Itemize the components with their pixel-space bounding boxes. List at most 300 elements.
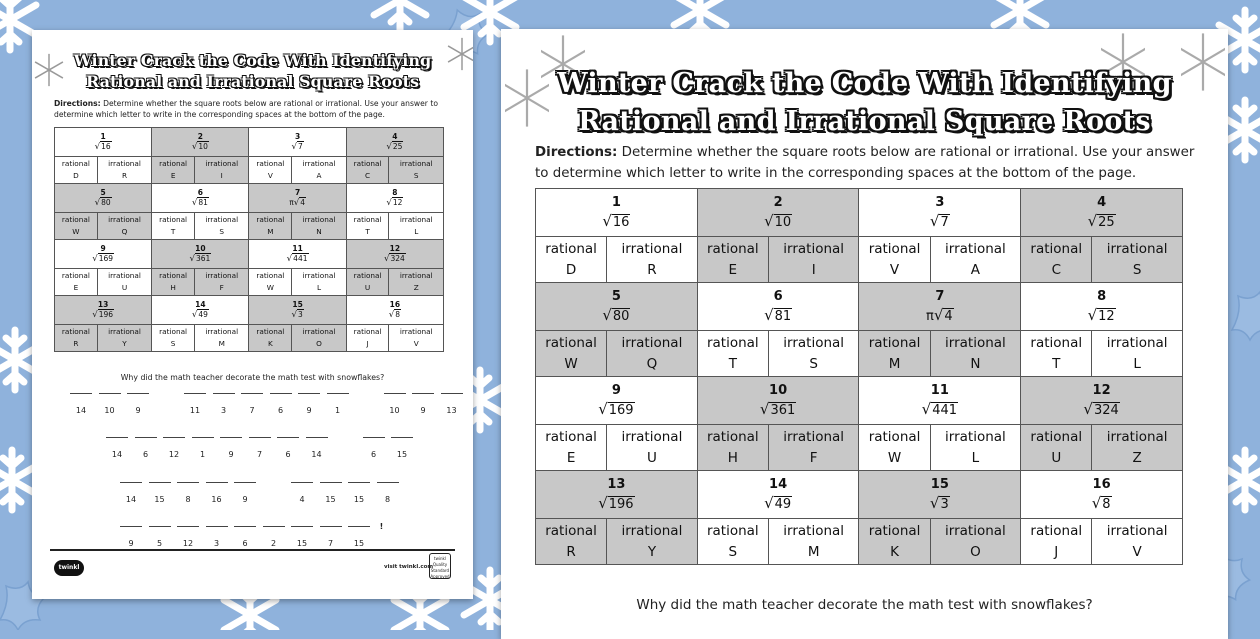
- radicand: 3: [940, 497, 949, 512]
- irrational-option-5: [97, 213, 151, 240]
- irrational-option-8: [389, 213, 444, 240]
- radicand: 80: [101, 198, 111, 207]
- option-label: rational: [1030, 240, 1083, 257]
- square-root: [192, 198, 209, 208]
- option-letter: C: [365, 171, 371, 180]
- square-root: [192, 310, 209, 320]
- radical-sign: √: [94, 198, 101, 208]
- problem-16: [1021, 471, 1183, 519]
- option-letter: W: [887, 449, 902, 466]
- option-letter: D: [565, 261, 577, 278]
- option-label: irrational: [945, 428, 1006, 445]
- option-label: irrational: [945, 522, 1006, 539]
- problem-number: 14: [195, 300, 206, 309]
- answer-blank[interactable]: [291, 482, 313, 504]
- option-letter: W: [266, 283, 274, 292]
- problem-number: 8: [392, 188, 398, 197]
- option-label: irrational: [621, 522, 683, 539]
- option-letter: Z: [413, 283, 419, 292]
- problem-14: [697, 471, 859, 519]
- problem-number: 4: [1097, 195, 1107, 210]
- answer-blank[interactable]: [163, 437, 185, 459]
- square-root: [192, 142, 209, 152]
- radical-sign: √: [94, 142, 101, 152]
- option-label: irrational: [302, 215, 336, 224]
- radical-sign: √: [286, 254, 293, 264]
- problem-1: [536, 189, 698, 237]
- problem-3: [249, 128, 346, 157]
- irrational-option-10: [195, 269, 249, 296]
- answer-blank[interactable]: [206, 526, 228, 548]
- option-letter: N: [970, 355, 981, 372]
- answer-blank[interactable]: [377, 482, 399, 504]
- irrational-option-14: [195, 325, 249, 352]
- answer-key-number: 6: [285, 450, 291, 459]
- rational-option-6: [697, 331, 768, 377]
- option-letter: H: [727, 449, 738, 466]
- rational-option-16: [1021, 519, 1092, 565]
- radical-sign: √: [189, 254, 195, 264]
- answer-blank[interactable]: [320, 482, 342, 504]
- irrational-option-12: [1092, 425, 1183, 471]
- radicand: 10: [774, 215, 792, 230]
- option-letter: O: [970, 543, 981, 560]
- option-label: irrational: [302, 327, 336, 336]
- rational-option-3: [859, 237, 930, 283]
- square-root: [934, 306, 954, 326]
- problem-number: 14: [769, 477, 788, 492]
- problem-number: 11: [292, 244, 303, 253]
- radical-sign: √: [291, 310, 297, 320]
- option-letter: U: [121, 283, 128, 292]
- problem-8: [346, 184, 443, 213]
- option-letter: R: [121, 171, 128, 180]
- radical-sign: √: [1083, 400, 1093, 418]
- answer-key-number: 8: [185, 495, 191, 504]
- rational-option-13: [536, 519, 607, 565]
- answer-key-number: 14: [311, 450, 322, 459]
- option-label: irrational: [205, 327, 239, 336]
- option-letter: J: [1054, 543, 1059, 560]
- option-label: irrational: [1106, 428, 1168, 445]
- answer-blank[interactable]: [192, 437, 214, 459]
- option-letter: S: [219, 227, 225, 236]
- answer-blank[interactable]: [70, 393, 92, 415]
- square-root: [291, 142, 303, 152]
- option-letter: R: [566, 543, 576, 560]
- problem-5: [55, 184, 152, 213]
- radicand: 10: [198, 142, 208, 151]
- problem-3: [859, 189, 1021, 237]
- option-label: irrational: [621, 428, 683, 445]
- irrational-option-9: [607, 425, 698, 471]
- option-letter: H: [170, 283, 176, 292]
- problem-number: 12: [1092, 383, 1111, 398]
- problem-number: 5: [100, 188, 106, 197]
- answer-key-number: 7: [327, 539, 334, 548]
- answer-blank[interactable]: [149, 526, 171, 548]
- problem-2: [152, 128, 249, 157]
- answer-blank[interactable]: [213, 393, 235, 415]
- option-letter: U: [647, 449, 657, 466]
- radicand: 441: [932, 403, 958, 418]
- answer-blank[interactable]: [363, 437, 385, 459]
- option-label: rational: [353, 271, 382, 280]
- answer-blank[interactable]: [120, 482, 142, 504]
- answer-key-number: 14: [111, 450, 123, 459]
- option-letter: C: [1051, 261, 1061, 278]
- option-label: rational: [545, 334, 597, 351]
- answer-blank[interactable]: [135, 437, 157, 459]
- option-label: rational: [159, 327, 188, 336]
- option-label: irrational: [108, 215, 141, 224]
- radicand: 196: [98, 310, 114, 319]
- option-letter: I: [811, 261, 816, 278]
- answer-blank[interactable]: [106, 437, 128, 459]
- rational-option-7: [249, 213, 292, 240]
- option-label: rational: [353, 215, 382, 224]
- irrational-option-1: [97, 157, 151, 184]
- radical-sign: √: [1087, 306, 1098, 324]
- radicand: 441: [293, 254, 308, 263]
- answer-blank[interactable]: [327, 393, 349, 415]
- rational-option-3: [249, 157, 292, 184]
- option-letter: D: [73, 171, 79, 180]
- answer-blank[interactable]: [348, 482, 370, 504]
- rational-option-15: [249, 325, 292, 352]
- square-root: [598, 400, 634, 420]
- option-letter: T: [728, 355, 737, 372]
- square-root: [95, 198, 112, 208]
- radicand: 196: [608, 497, 634, 512]
- option-label: rational: [545, 522, 597, 539]
- option-label: rational: [353, 159, 382, 168]
- rational-option-1: [55, 157, 98, 184]
- option-letter: Y: [122, 339, 127, 348]
- answer-blank[interactable]: [270, 393, 292, 415]
- option-letter: L: [414, 227, 419, 236]
- option-label: rational: [61, 159, 90, 168]
- option-letter: S: [170, 339, 176, 348]
- rational-option-11: [859, 425, 930, 471]
- radicand: 169: [608, 403, 634, 418]
- answer-blank[interactable]: [184, 393, 206, 415]
- option-letter: S: [413, 171, 419, 180]
- option-letter: U: [364, 283, 371, 292]
- option-label: irrational: [108, 159, 141, 168]
- radical-sign: √: [602, 212, 612, 230]
- irrational-option-7: [292, 213, 346, 240]
- answer-key-number: 9: [306, 406, 312, 415]
- option-label: rational: [159, 159, 188, 168]
- option-label: irrational: [399, 215, 433, 224]
- irrational-option-2: [768, 237, 859, 283]
- problem-number: 2: [197, 132, 203, 141]
- rational-option-8: [1021, 331, 1092, 377]
- problem-number: 3: [935, 195, 945, 210]
- option-letter: V: [1132, 543, 1142, 560]
- problem-grid: [54, 127, 444, 352]
- radical-sign: √: [191, 310, 198, 320]
- option-letter: Q: [121, 227, 128, 236]
- answer-key-number: 1: [199, 450, 206, 459]
- answer-blank[interactable]: [177, 482, 199, 504]
- option-letter: M: [218, 339, 225, 348]
- rational-option-10: [152, 269, 195, 296]
- answer-key-number: 10: [389, 406, 400, 415]
- problem-number: 16: [389, 300, 401, 309]
- answer-key-number: 16: [211, 495, 222, 504]
- option-label: rational: [61, 327, 90, 336]
- option-label: rational: [1030, 522, 1083, 539]
- radical-sign: √: [598, 400, 608, 418]
- radical-sign: √: [921, 400, 932, 418]
- irrational-option-3: [930, 237, 1021, 283]
- answer-blank[interactable]: [120, 526, 142, 548]
- irrational-option-11: [292, 269, 346, 296]
- rational-option-5: [536, 331, 607, 377]
- option-label: rational: [706, 240, 759, 257]
- radicand: 80: [612, 309, 630, 324]
- answer-key-number: 6: [277, 406, 284, 415]
- quality-badge: twinkl Quality Standard Approved: [429, 553, 451, 579]
- radicand: 8: [1102, 497, 1111, 512]
- problem-number: 1: [611, 195, 621, 210]
- option-label: irrational: [302, 159, 336, 168]
- square-root: [764, 306, 792, 326]
- option-letter: Q: [646, 355, 658, 372]
- problem-number: 1: [100, 132, 106, 141]
- irrational-option-8: [1092, 331, 1183, 377]
- option-letter: R: [73, 339, 79, 348]
- answer-key-number: 5: [156, 539, 163, 548]
- answer-blank[interactable]: [127, 393, 149, 415]
- answer-key-number: 9: [135, 406, 141, 415]
- worksheet-title: Winter Crack the Code With Identifying Rational and Irrational Square Roots: [557, 68, 1172, 137]
- radical-sign: √: [388, 310, 395, 320]
- radical-sign: √: [92, 310, 98, 320]
- option-letter: L: [316, 283, 322, 292]
- answer-key-number: 10: [104, 406, 115, 415]
- square-root: [760, 400, 796, 420]
- answer-blank[interactable]: [249, 437, 271, 459]
- answer-blank[interactable]: [291, 526, 313, 548]
- rational-option-9: [55, 269, 98, 296]
- option-letter: M: [888, 355, 901, 372]
- rational-option-7: [859, 331, 930, 377]
- worksheet-zoomed: [501, 29, 1228, 639]
- radical-sign: √: [929, 494, 940, 512]
- radicand: 16: [612, 215, 630, 230]
- answer-blank[interactable]: [441, 393, 463, 415]
- answer-key-number: 7: [256, 450, 263, 459]
- problem-number: 16: [1092, 477, 1111, 492]
- problem-number: 15: [930, 477, 949, 492]
- option-label: irrational: [399, 327, 433, 336]
- answer-blank[interactable]: [241, 393, 263, 415]
- problem-8: [1021, 283, 1183, 331]
- option-label: rational: [868, 428, 921, 445]
- problem-number: 4: [392, 132, 398, 141]
- problem-6: [697, 283, 859, 331]
- problem-number: 15: [292, 300, 303, 309]
- rational-option-5: [55, 213, 98, 240]
- irrational-option-6: [195, 213, 249, 240]
- option-label: irrational: [302, 271, 336, 280]
- irrational-option-13: [97, 325, 151, 352]
- radicand: 4: [944, 309, 953, 324]
- option-letter: T: [365, 227, 370, 236]
- option-label: irrational: [399, 159, 433, 168]
- option-letter: V: [889, 261, 900, 278]
- rational-option-12: [346, 269, 389, 296]
- radical-sign: √: [386, 142, 392, 152]
- irrational-option-15: [930, 519, 1021, 565]
- rational-option-12: [1021, 425, 1092, 471]
- radicand: 324: [1093, 403, 1119, 418]
- radical-sign: √: [764, 212, 774, 230]
- visit-link[interactable]: visit twinkl.com: [384, 564, 434, 570]
- radical-sign: √: [293, 198, 300, 208]
- rational-option-9: [536, 425, 607, 471]
- answer-blank[interactable]: [99, 393, 121, 415]
- answer-key-number: 14: [75, 406, 87, 415]
- radical-sign: √: [383, 254, 390, 264]
- irrational-option-13: [607, 519, 698, 565]
- option-label: rational: [1030, 428, 1083, 445]
- square-root: [1083, 400, 1119, 420]
- option-label: rational: [868, 334, 921, 351]
- answer-blank[interactable]: [234, 526, 256, 548]
- radical-sign: √: [92, 254, 98, 264]
- irrational-option-5: [607, 331, 698, 377]
- option-label: rational: [159, 271, 188, 280]
- problem-6: [152, 184, 249, 213]
- answer-blank[interactable]: [412, 393, 434, 415]
- problem-9: [55, 240, 152, 269]
- option-label: irrational: [621, 334, 683, 351]
- problem-number: 10: [769, 383, 788, 398]
- problem-15: [859, 471, 1021, 519]
- option-label: rational: [706, 334, 759, 351]
- option-letter: T: [1052, 355, 1061, 372]
- square-root: [602, 212, 630, 232]
- option-label: rational: [1030, 334, 1083, 351]
- option-label: irrational: [205, 159, 239, 168]
- answer-blank[interactable]: [220, 437, 242, 459]
- footer-divider: [50, 549, 455, 551]
- option-letter: L: [971, 449, 980, 466]
- problem-10: [697, 377, 859, 425]
- option-label: rational: [256, 159, 285, 168]
- problem-12: [1021, 377, 1183, 425]
- directions: Directions: Determine whether the square roots below are rational or irrational. Use your answer to determine which letter to write in the corresponding spaces at the bottom of the page.: [54, 99, 438, 119]
- answer-key-number: 12: [182, 539, 194, 548]
- answer-blank[interactable]: [277, 437, 299, 459]
- option-label: irrational: [205, 271, 239, 280]
- irrational-option-6: [768, 331, 859, 377]
- option-letter: S: [809, 355, 818, 372]
- option-letter: K: [890, 543, 899, 560]
- problem-number: 7: [294, 188, 301, 197]
- radical-sign: √: [1087, 212, 1098, 230]
- answer-key-number: 3: [220, 406, 227, 415]
- rational-option-1: [536, 237, 607, 283]
- square-root: [1092, 494, 1112, 514]
- rational-option-4: [346, 157, 389, 184]
- square-root: [389, 310, 401, 320]
- option-label: irrational: [783, 428, 845, 445]
- option-label: irrational: [945, 240, 1006, 257]
- option-letter: E: [566, 449, 576, 466]
- option-label: rational: [706, 428, 759, 445]
- answer-key-number: 6: [370, 450, 377, 459]
- radicand: 361: [195, 254, 211, 263]
- answer-key-number: 9: [242, 495, 248, 504]
- rational-option-8: [346, 213, 389, 240]
- problem-number: 5: [611, 289, 621, 304]
- problem-number: 9: [611, 383, 621, 398]
- irrational-option-2: [195, 157, 249, 184]
- radical-sign: √: [759, 400, 770, 418]
- irrational-option-1: [607, 237, 698, 283]
- rational-option-15: [859, 519, 930, 565]
- radical-sign: √: [602, 306, 612, 324]
- answer-key-number: 6: [142, 450, 149, 459]
- option-letter: A: [316, 171, 322, 180]
- answer-blank[interactable]: [234, 482, 256, 504]
- problem-number: 6: [773, 289, 783, 304]
- rational-option-2: [152, 157, 195, 184]
- answer-blank[interactable]: [177, 526, 199, 548]
- answer-blank[interactable]: [149, 482, 171, 504]
- answer-key-number: 15: [353, 495, 365, 504]
- square-root: [95, 142, 112, 152]
- answer-blank[interactable]: [263, 526, 285, 548]
- problem-10: [152, 240, 249, 269]
- problem-number: 3: [294, 132, 301, 141]
- answer-key-number: 2: [270, 539, 277, 548]
- square-root: [922, 400, 958, 420]
- option-label: irrational: [945, 334, 1006, 351]
- irrational-option-9: [97, 269, 151, 296]
- answer-blank[interactable]: [391, 437, 413, 459]
- problem-4: [1021, 189, 1183, 237]
- answer-blank[interactable]: [384, 393, 406, 415]
- twinkl-logo: twinkl: [54, 560, 84, 576]
- answer-blank[interactable]: [206, 482, 228, 504]
- answer-blank[interactable]: [348, 526, 370, 548]
- square-root: [598, 494, 634, 514]
- option-letter: E: [728, 261, 738, 278]
- answer-blank[interactable]: [320, 526, 342, 548]
- radical-sign: √: [191, 142, 198, 152]
- square-root: [602, 306, 630, 326]
- problem-14: [152, 296, 249, 325]
- problem-number: 10: [195, 244, 206, 253]
- option-letter: Y: [647, 543, 657, 560]
- radicand: 4: [300, 198, 305, 207]
- answer-key-number: 9: [420, 406, 426, 415]
- answer-blank[interactable]: [306, 437, 328, 459]
- square-root: [92, 310, 114, 320]
- irrational-option-3: [292, 157, 346, 184]
- square-root: [384, 254, 406, 264]
- option-label: rational: [256, 327, 285, 336]
- square-root: [764, 212, 792, 232]
- answer-blank[interactable]: [298, 393, 320, 415]
- problem-4: [346, 128, 443, 157]
